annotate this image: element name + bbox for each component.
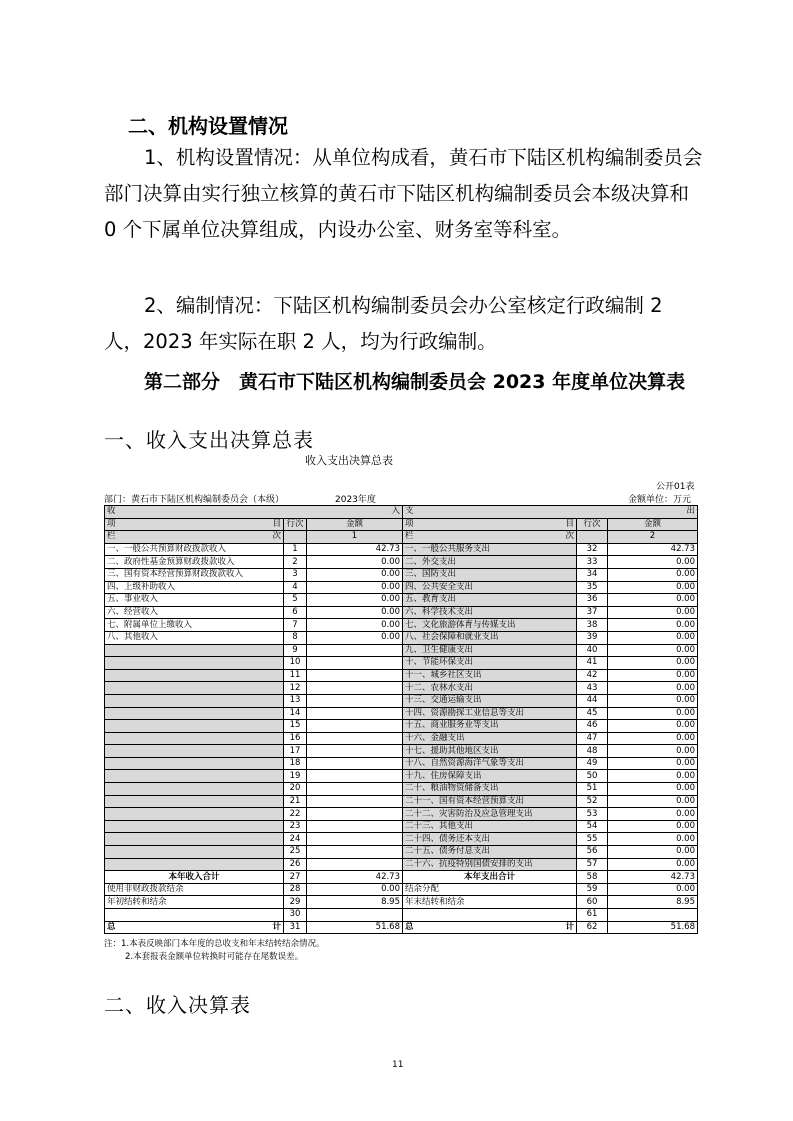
expense-item-cell: 十一、城乡社区支出	[403, 669, 577, 682]
income-item-cell: 年初结转和结余	[105, 896, 284, 909]
income-amount-cell: 0.00	[307, 619, 403, 632]
income-row-number: 13	[284, 694, 307, 707]
income-col-number: 1	[307, 531, 403, 544]
expense-row-number: 43	[577, 682, 608, 695]
income-item-cell	[105, 795, 284, 808]
income-row-number: 17	[284, 745, 307, 758]
income-amount-cell	[307, 770, 403, 783]
expense-amount-cell: 0.00	[608, 682, 698, 695]
income-header-right: 入	[391, 506, 400, 517]
expense-item-cell: 十六、金融支出	[403, 732, 577, 745]
grand-income-row-number: 31	[284, 921, 307, 934]
income-row-number: 16	[284, 732, 307, 745]
income-row-blank	[284, 531, 307, 544]
income-item-cell	[105, 657, 284, 670]
expense-row-number: 37	[577, 606, 608, 619]
table-row	[105, 556, 698, 569]
income-row-number: 9	[284, 644, 307, 657]
grand-income-amount: 51.68	[307, 921, 403, 934]
expense-row-number: 47	[577, 732, 608, 745]
income-row-number: 4	[284, 581, 307, 594]
expense-row-number: 55	[577, 833, 608, 846]
expense-item-cell: 结余分配	[403, 883, 577, 896]
expense-row-number: 35	[577, 581, 608, 594]
expense-item-cell: 五、教育支出	[403, 594, 577, 607]
item-label-left: 项	[405, 518, 414, 529]
expense-item-cell: 十四、资源勘探工业信息等支出	[403, 707, 577, 720]
expense-amount-cell: 0.00	[608, 644, 698, 657]
expense-item-header	[403, 518, 577, 531]
grand-expense-amount: 51.68	[608, 921, 698, 934]
expense-item-cell: 十九、住房保障支出	[403, 770, 577, 783]
grand-total-expense-label	[403, 921, 577, 934]
income-item-cell: 本年收入合计	[105, 871, 284, 884]
expense-row-blank	[577, 531, 608, 544]
table-row	[105, 909, 698, 922]
income-amount-cell	[307, 909, 403, 922]
income-row-number: 3	[284, 568, 307, 581]
expense-row-number: 33	[577, 556, 608, 569]
paragraph-org-setup	[104, 140, 704, 248]
grand-a: 总	[107, 921, 116, 932]
expense-row-number: 36	[577, 594, 608, 607]
income-amount-cell	[307, 858, 403, 871]
expense-item-cell: 七、文化旅游体育与传媒支出	[403, 619, 577, 632]
department-label: 部门：黄石市下陆区机构编制委员会（本级）	[104, 495, 285, 505]
expense-amount-cell: 0.00	[608, 770, 698, 783]
year-label: 2023年度	[335, 495, 376, 505]
expense-row-number: 61	[577, 909, 608, 922]
income-amount-cell: 8.95	[307, 896, 403, 909]
expense-row-number: 50	[577, 770, 608, 783]
table-row	[105, 568, 698, 581]
expense-header-right: 出	[686, 506, 695, 517]
income-row-number: 8	[284, 631, 307, 644]
expense-item-cell: 六、科学技术支出	[403, 606, 577, 619]
expense-item-cell: 二十四、债务还本支出	[403, 833, 577, 846]
expense-header-left: 支	[405, 506, 414, 517]
income-amount-cell	[307, 682, 403, 695]
expense-row-number: 38	[577, 619, 608, 632]
income-item-cell	[105, 694, 284, 707]
income-row-number: 12	[284, 682, 307, 695]
item-label-left: 项	[107, 518, 116, 529]
expense-item-cell: 年末结转和结余	[403, 896, 577, 909]
table-row	[105, 732, 698, 745]
table-row	[105, 720, 698, 733]
income-item-cell: 六、经营收入	[105, 606, 284, 619]
income-row-number: 30	[284, 909, 307, 922]
income-item-cell	[105, 833, 284, 846]
expense-item-cell: 本年支出合计	[403, 871, 577, 884]
expense-item-cell: 十三、交通运输支出	[403, 694, 577, 707]
income-row-number: 2	[284, 556, 307, 569]
expense-item-cell: 八、社会保障和就业支出	[403, 631, 577, 644]
table-row	[105, 657, 698, 670]
income-item-cell: 使用非财政拨款结余	[105, 883, 284, 896]
income-row-number: 6	[284, 606, 307, 619]
heading-org-setup: 二、机构设置情况	[128, 114, 288, 138]
table-row	[105, 833, 698, 846]
expense-item-cell	[403, 909, 577, 922]
grand-b: 计	[272, 921, 281, 932]
income-row-number: 25	[284, 846, 307, 859]
expense-row-number: 40	[577, 644, 608, 657]
paragraph-staffing	[104, 288, 704, 360]
income-row-number: 27	[284, 871, 307, 884]
income-item-cell	[105, 783, 284, 796]
income-amount-cell	[307, 669, 403, 682]
expense-item-cell: 二十一、国有资本经营预算支出	[403, 795, 577, 808]
unit-label: 金额单位：万元	[628, 495, 692, 505]
table-row	[105, 581, 698, 594]
income-row-number: 11	[284, 669, 307, 682]
section-income-statement: 二、收入决算表	[104, 993, 251, 1017]
item-label-right: 目	[272, 518, 281, 529]
income-row-number: 14	[284, 707, 307, 720]
expense-amount-cell: 0.00	[608, 707, 698, 720]
expense-row-number: 54	[577, 820, 608, 833]
expense-amount-cell: 0.00	[608, 833, 698, 846]
income-item-cell: 三、国有资本经营预算财政拨款收入	[105, 568, 284, 581]
income-item-cell	[105, 808, 284, 821]
header-row-top	[105, 506, 698, 519]
expense-amount-header: 金额	[608, 518, 698, 531]
expense-item-cell: 二十、粮油物资储备支出	[403, 783, 577, 796]
income-amount-cell	[307, 657, 403, 670]
income-amount-cell: 0.00	[307, 556, 403, 569]
table-row	[105, 619, 698, 632]
expense-amount-cell: 0.00	[608, 745, 698, 758]
header-row-mid	[105, 518, 698, 531]
expense-amount-cell: 0.00	[608, 556, 698, 569]
income-header-cell	[105, 506, 403, 519]
income-amount-cell: 0.00	[307, 581, 403, 594]
income-item-header	[105, 518, 284, 531]
table-row	[105, 770, 698, 783]
expense-row-number: 52	[577, 795, 608, 808]
table-row	[105, 846, 698, 859]
expense-item-cell: 二十三、其他支出	[403, 820, 577, 833]
expense-item-cell: 二十六、抗疫特别国债安排的支出	[403, 858, 577, 871]
income-row-number: 1	[284, 543, 307, 556]
expense-header-cell	[403, 506, 698, 519]
income-item-cell	[105, 770, 284, 783]
expense-amount-cell: 0.00	[608, 657, 698, 670]
income-item-cell: 八、其他收入	[105, 631, 284, 644]
income-header-left: 收	[107, 506, 116, 517]
income-row-number: 5	[284, 594, 307, 607]
table-note-2: 2.本套报表金额单位转换时可能存在尾数误差。	[125, 952, 304, 962]
expense-amount-cell: 0.00	[608, 858, 698, 871]
income-row-number: 29	[284, 896, 307, 909]
table-row	[105, 783, 698, 796]
table-row	[105, 808, 698, 821]
expense-amount-cell: 0.00	[608, 619, 698, 632]
table-row	[105, 707, 698, 720]
income-item-cell	[105, 669, 284, 682]
expense-row-number: 53	[577, 808, 608, 821]
income-item-cell	[105, 820, 284, 833]
table-row	[105, 594, 698, 607]
expense-amount-cell: 0.00	[608, 757, 698, 770]
paragraph-org-setup-text: 1、机构设置情况：从单位构成看，黄石市下陆区机构编制委员会部门决算由实行独立核算的黄石市下陆区机构编制委员会本级决算和 0 个下属单位决算组成，内设办公室、财务室等科室。	[104, 146, 703, 241]
income-item-cell	[105, 745, 284, 758]
page-number: 11	[392, 1060, 404, 1070]
table-title: 收入支出决算总表	[305, 454, 393, 467]
income-amount-cell	[307, 846, 403, 859]
table-row	[105, 795, 698, 808]
income-amount-cell	[307, 820, 403, 833]
expense-item-cell: 十八、自然资源海洋气象等支出	[403, 757, 577, 770]
income-amount-cell	[307, 745, 403, 758]
income-amount-cell	[307, 783, 403, 796]
income-amount-cell	[307, 732, 403, 745]
expense-row-number: 46	[577, 720, 608, 733]
income-amount-cell	[307, 644, 403, 657]
income-item-cell	[105, 644, 284, 657]
income-amount-cell: 0.00	[307, 631, 403, 644]
expense-row-number: 48	[577, 745, 608, 758]
table-row	[105, 745, 698, 758]
expense-row-number: 59	[577, 883, 608, 896]
expense-row-number: 56	[577, 846, 608, 859]
income-amount-cell	[307, 808, 403, 821]
expense-item-cell: 十七、援助其他地区支出	[403, 745, 577, 758]
table-code: 公开01表	[656, 482, 695, 492]
paragraph-staffing-text: 2、编制情况：下陆区机构编制委员会办公室核定行政编制 2 人，2023 年实际在职 2 人，均为行政编制。	[104, 294, 663, 353]
income-amount-cell: 0.00	[307, 568, 403, 581]
section-income-expense-summary: 一、收入支出决算总表	[104, 428, 314, 452]
expense-row-no-header: 行次	[577, 518, 608, 531]
expense-amount-cell: 0.00	[608, 883, 698, 896]
income-amount-cell	[307, 707, 403, 720]
income-item-cell	[105, 720, 284, 733]
income-item-cell	[105, 858, 284, 871]
expense-amount-cell	[608, 909, 698, 922]
table-row	[105, 694, 698, 707]
expense-item-cell: 三、国防支出	[403, 568, 577, 581]
expense-row-number: 49	[577, 757, 608, 770]
expense-amount-cell: 0.00	[608, 783, 698, 796]
expense-item-cell: 二十二、灾害防治及应急管理支出	[403, 808, 577, 821]
income-row-number: 22	[284, 808, 307, 821]
table-row	[105, 896, 698, 909]
income-amount-cell: 42.73	[307, 871, 403, 884]
income-amount-cell: 0.00	[307, 594, 403, 607]
income-item-cell	[105, 846, 284, 859]
expense-amount-cell: 0.00	[608, 594, 698, 607]
grand-d: 计	[565, 921, 574, 932]
table-row	[105, 682, 698, 695]
income-row-number: 7	[284, 619, 307, 632]
expense-item-cell: 十五、商业服务业等支出	[403, 720, 577, 733]
expense-row-number: 60	[577, 896, 608, 909]
expense-item-cell: 二十五、债务付息支出	[403, 846, 577, 859]
income-item-cell: 七、附属单位上缴收入	[105, 619, 284, 632]
ci-label: 次	[565, 531, 574, 542]
grand-expense-row-number: 62	[577, 921, 608, 934]
income-item-cell: 一、一般公共预算财政拨款收入	[105, 543, 284, 556]
income-row-number: 19	[284, 770, 307, 783]
expense-amount-cell: 0.00	[608, 720, 698, 733]
expense-row-number: 41	[577, 657, 608, 670]
total-row	[105, 871, 698, 884]
table-row	[105, 757, 698, 770]
expense-amount-cell: 0.00	[608, 820, 698, 833]
expense-item-cell: 一、一般公共服务支出	[403, 543, 577, 556]
income-row-no-header: 行次	[284, 518, 307, 531]
expense-amount-cell: 0.00	[608, 669, 698, 682]
table-row	[105, 631, 698, 644]
grand-c: 总	[405, 921, 414, 932]
expense-row-number: 39	[577, 631, 608, 644]
expense-row-number: 45	[577, 707, 608, 720]
income-row-number: 21	[284, 795, 307, 808]
expense-amount-cell: 0.00	[608, 846, 698, 859]
table-row	[105, 644, 698, 657]
expense-col-number: 2	[608, 531, 698, 544]
expense-row-number: 34	[577, 568, 608, 581]
income-item-cell: 四、上级补助收入	[105, 581, 284, 594]
expense-row-number: 58	[577, 871, 608, 884]
expense-row-number: 57	[577, 858, 608, 871]
expense-row-number: 32	[577, 543, 608, 556]
income-amount-cell	[307, 694, 403, 707]
income-amount-cell: 42.73	[307, 543, 403, 556]
income-item-cell	[105, 909, 284, 922]
income-row-number: 24	[284, 833, 307, 846]
income-row-number: 23	[284, 820, 307, 833]
table-note-1: 注：1.本表反映部门本年度的总收支和年末结转结余情况。	[104, 939, 325, 949]
expense-amount-cell: 0.00	[608, 631, 698, 644]
header-row-col	[105, 531, 698, 544]
ci-label: 次	[272, 531, 281, 542]
income-amount-cell	[307, 720, 403, 733]
expense-amount-cell: 0.00	[608, 568, 698, 581]
table-row	[105, 543, 698, 556]
expense-amount-cell: 8.95	[608, 896, 698, 909]
lan-label: 栏	[405, 531, 414, 542]
expense-item-cell: 九、卫生健康支出	[403, 644, 577, 657]
income-amount-cell	[307, 795, 403, 808]
income-amount-cell	[307, 757, 403, 770]
income-row-number: 28	[284, 883, 307, 896]
income-row-number: 10	[284, 657, 307, 670]
income-item-cell	[105, 757, 284, 770]
lan-label: 栏	[107, 531, 116, 542]
income-item-cell	[105, 707, 284, 720]
income-amount-cell	[307, 833, 403, 846]
income-row-number: 26	[284, 858, 307, 871]
table-row	[105, 669, 698, 682]
expense-item-cell: 四、公共安全支出	[403, 581, 577, 594]
table-row	[105, 883, 698, 896]
income-amount-cell: 0.00	[307, 606, 403, 619]
grand-total-income-label	[105, 921, 284, 934]
expense-amount-cell: 42.73	[608, 543, 698, 556]
income-row-number: 15	[284, 720, 307, 733]
expense-amount-cell: 0.00	[608, 795, 698, 808]
expense-row-number: 44	[577, 694, 608, 707]
expense-amount-cell: 0.00	[608, 732, 698, 745]
expense-amount-cell: 0.00	[608, 581, 698, 594]
income-item-cell: 五、事业收入	[105, 594, 284, 607]
expense-amount-cell: 0.00	[608, 694, 698, 707]
income-expense-summary-table	[104, 505, 698, 934]
grand-total-row	[105, 921, 698, 934]
table-row	[105, 606, 698, 619]
expense-item-cell: 二、外交支出	[403, 556, 577, 569]
income-row-number: 20	[284, 783, 307, 796]
expense-amount-cell: 0.00	[608, 606, 698, 619]
income-row-number: 18	[284, 757, 307, 770]
expense-amount-cell: 0.00	[608, 808, 698, 821]
expense-item-cell: 十二、农林水支出	[403, 682, 577, 695]
income-item-cell	[105, 682, 284, 695]
income-amount-cell: 0.00	[307, 883, 403, 896]
expense-row-number: 42	[577, 669, 608, 682]
table-row	[105, 858, 698, 871]
part2-title: 第二部分 黄石市下陆区机构编制委员会 2023 年度单位决算表	[144, 371, 686, 393]
income-item-cell: 二、政府性基金预算财政拨款收入	[105, 556, 284, 569]
expense-amount-cell: 42.73	[608, 871, 698, 884]
income-col-label	[105, 531, 284, 544]
expense-col-label	[403, 531, 577, 544]
income-amount-header: 金额	[307, 518, 403, 531]
income-item-cell	[105, 732, 284, 745]
item-label-right: 目	[565, 518, 574, 529]
table-row	[105, 820, 698, 833]
expense-item-cell: 十、节能环保支出	[403, 657, 577, 670]
expense-row-number: 51	[577, 783, 608, 796]
